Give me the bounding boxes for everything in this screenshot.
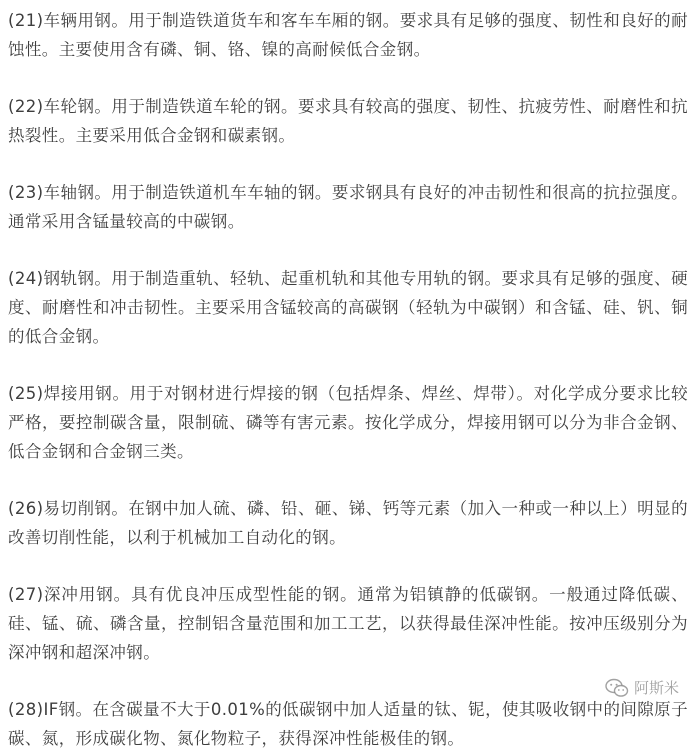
paragraph-28-if-steel: (28)IF钢。在含碳量不大于0.01%的低碳钢中加人适量的钛、铌，使其吸收钢中的间隙原子碳、氮，形成碳化物、氮化物粒子，获得深冲性能极佳的钢。 <box>8 700 688 748</box>
paragraph-27-deep-drawing-steel: (27)深冲用钢。具有优良冲压成型性能的钢。通常为铝镇静的低碳钢。一般通过降低碳、硅、锰、硫、磷含量，控制铝含量范围和加工工艺，以获得最佳深冲性能。按冲压级别分为深冲钢和超深冲钢。 <box>8 585 688 662</box>
paragraph-25-welding-steel: (25)焊接用钢。用于对钢材进行焊接的钢（包括焊条、焊丝、焊带）。对化学成分要求比较严格，要控制碳含量，限制硫、磷等有害元素。按化学成分，焊接用钢可以分为非合金钢、低合金钢和合金钢三类。 <box>8 384 688 461</box>
paragraph-21-vehicle-steel: (21)车辆用钢。用于制造铁道货车和客车车厢的钢。要求具有足够的强度、韧性和良好的耐蚀性。主要使用含有磷、铜、铬、镍的高耐候低合金钢。 <box>8 11 688 59</box>
paragraph-24-rail-steel: (24)钢轨钢。用于制造重轨、轻轨、起重机轨和其他专用轨的钢。要求具有足够的强度、硬度、耐磨性和冲击韧性。主要采用含锰较高的高碳钢（轻轨为中碳钢）和含锰、硅、钒、铜的低合金钢。 <box>8 269 688 346</box>
paragraph-22-wheel-steel: (22)车轮钢。用于制造铁道车轮的钢。要求具有较高的强度、韧性、抗疲劳性、耐磨性和抗热裂性。主要采用低合金钢和碳素钢。 <box>8 97 688 145</box>
paragraph-23-axle-steel: (23)车轴钢。用于制造铁道机车车轴的钢。要求钢具有良好的冲击韧性和很高的抗拉强度。通常采用含锰量较高的中碳钢。 <box>8 183 688 231</box>
watermark-text: 阿斯米 <box>633 679 679 697</box>
document-body <box>8 0 688 753</box>
paragraph-26-free-cutting-steel: (26)易切削钢。在钢中加人硫、磷、铅、砸、锑、钙等元素（加入一种或一种以上）明显的改善切削性能，以利于机械加工自动化的钢。 <box>8 499 688 547</box>
